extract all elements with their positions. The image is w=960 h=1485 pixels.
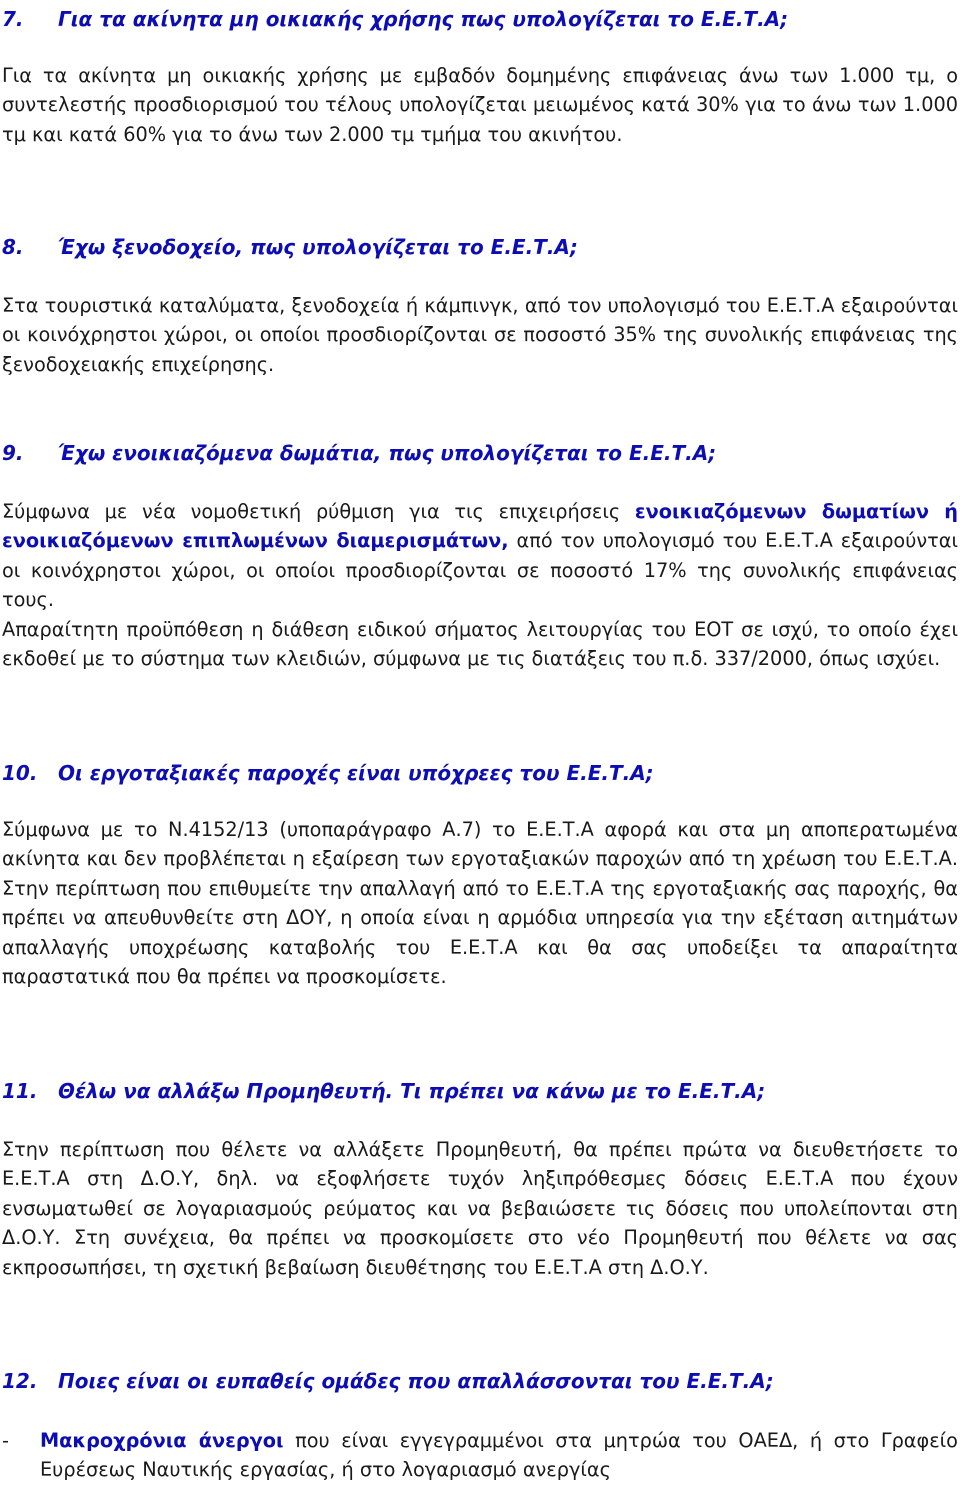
section-9-paragraph-2: Απαραίτητη προϋπόθεση η διάθεση ειδικού σήματος λειτουργίας του ΕΟΤ σε ισχύ, το οποίο έχει εκδοθεί με το σύστημα των κλειδιών, σύμφωνα με τις διατάξεις του π.δ. 337/2000, όπως ισχύει. [2,618,958,671]
section-title: Έχω ξενοδοχείο, πως υπολογίζεται το Ε.Ε.Τ.Α; [58,235,578,259]
section-8-heading [2,232,578,262]
section-title: Ποιες είναι οι ευπαθείς ομάδες που απαλλάσσονται του Ε.Ε.Τ.Α; [58,1369,774,1393]
bold-emphasis: Μακροχρόνια άνεργοι [40,1429,284,1452]
section-number: 9. [2,441,24,465]
section-number: 10. [2,761,38,785]
bold-emphasis: ενοικιαζόμενων δωματίων ή ενοικιαζόμενων επιπλωμένων διαμερισμάτων, [2,500,958,553]
section-7-heading [2,4,788,34]
section-12-heading [2,1366,774,1396]
section-title: Έχω ενοικιαζόμενα δωμάτια, πως υπολογίζεται το Ε.Ε.Τ.Α; [58,441,717,465]
section-10-paragraph: Σύμφωνα με το Ν.4152/13 (υποπαράγραφο Α.7) το Ε.Ε.Τ.Α αφορά και στα μη αποπερατωμένα ακίνητα και δεν προβλέπεται η εξαίρεση των εργοταξιακών παροχών από τη χρέωση του Ε.Ε.Τ.Α. Στην περίπτωση που επιθυμείτε την απαλλαγή από το Ε.Ε.Τ.Α της εργοταξιακής σας παροχής, θα πρέπει να απευθυνθείτε στη ΔΟΥ, η οποία είναι η αρμόδια υπηρεσία για την εξέταση αιτημάτων απαλλαγής υποχρέωσης καταβολής του Ε.Ε.Τ.Α και θα σας υποδείξει τα απαραίτητα παραστατικά που θα πρέπει να προσκομίσετε. [2,818,958,989]
section-11-heading [2,1076,765,1106]
paragraph-text: Σύμφωνα με νέα νομοθετική ρύθμιση για τις επιχειρήσεις [2,500,635,523]
section-number: 8. [2,235,24,259]
section-10-heading [2,758,654,788]
section-11-paragraph: Στην περίπτωση που θέλετε να αλλάξετε Προμηθευτή, θα πρέπει πρώτα να διευθετήσετε το Ε.Ε.Τ.Α στη Δ.Ο.Υ, δηλ. να εξοφλήσετε τυχόν ληξιπρόθεσμες δόσεις Ε.Ε.Τ.Α που έχουν ενσωματωθεί σε λογαριασμούς ρεύματος και να βεβαιώσετε τις δόσεις που υπολείπονται στη Δ.Ο.Υ. Στη συνέχεια, θα πρέπει να προσκομίσετε στο νέο Προμηθευτή που θέλετε να σας εκπροσωπήσει, τη σχετική βεβαίωση διευθέτησης του Ε.Ε.Τ.Α στη Δ.Ο.Υ. [2,1138,958,1279]
paragraph-text: από τον υπολογισμό του Ε.Ε.Τ.Α εξαιρούνται οι κοινόχρηστοι χώροι, οι οποίοι προσδιορίζονται σε ποσοστό 17% της συνολικής επιφάνειας τους. [2,529,959,612]
section-8-paragraph: Στα τουριστικά καταλύματα, ξενοδοχεία ή κάμπινγκ, από τον υπολογισμό του Ε.Ε.Τ.Α εξαιρούνται οι κοινόχρηστοι χώροι, οι οποίοι προσδιορίζονται σε ποσοστό 35% της συνολικής επιφάνειας της ξενοδοχειακής επιχείρησης. [2,294,958,376]
section-9-heading [2,438,716,468]
section-9-paragraph-1 [2,497,958,615]
section-number: 11. [2,1079,38,1103]
list-item [2,1426,958,1485]
section-number: 12. [2,1369,38,1393]
section-title: Θέλω να αλλάξω Προμηθευτή. Τι πρέπει να κάνω με το Ε.Ε.Τ.Α; [58,1079,766,1103]
list-item-text [40,1426,958,1485]
section-title: Για τα ακίνητα μη οικιακής χρήσης πως υπολογίζεται το Ε.Ε.Τ.Α; [58,7,789,31]
section-number: 7. [2,7,24,31]
section-7-paragraph: Για τα ακίνητα μη οικιακής χρήσης με εμβαδόν δομημένης επιφάνειας άνω των 1.000 τμ, ο συντελεστής προσδιορισμού του τέλους υπολογίζεται μειωμένος κατά 30% για το άνω των 1.000 τμ και κατά 60% για το άνω των 2.000 τμ τμήμα του ακινήτου. [2,64,958,146]
list-dash: - [2,1429,9,1452]
paragraph-text: που είναι εγγεγραμμένοι στα μητρώα του ΟΑΕΔ, ή στο Γραφείο Ευρέσεως Ναυτικής εργασίας, ή στο λογαριασμό ανεργίας [40,1429,958,1482]
section-title: Οι εργοταξιακές παροχές είναι υπόχρεες του Ε.Ε.Τ.Α; [58,761,654,785]
